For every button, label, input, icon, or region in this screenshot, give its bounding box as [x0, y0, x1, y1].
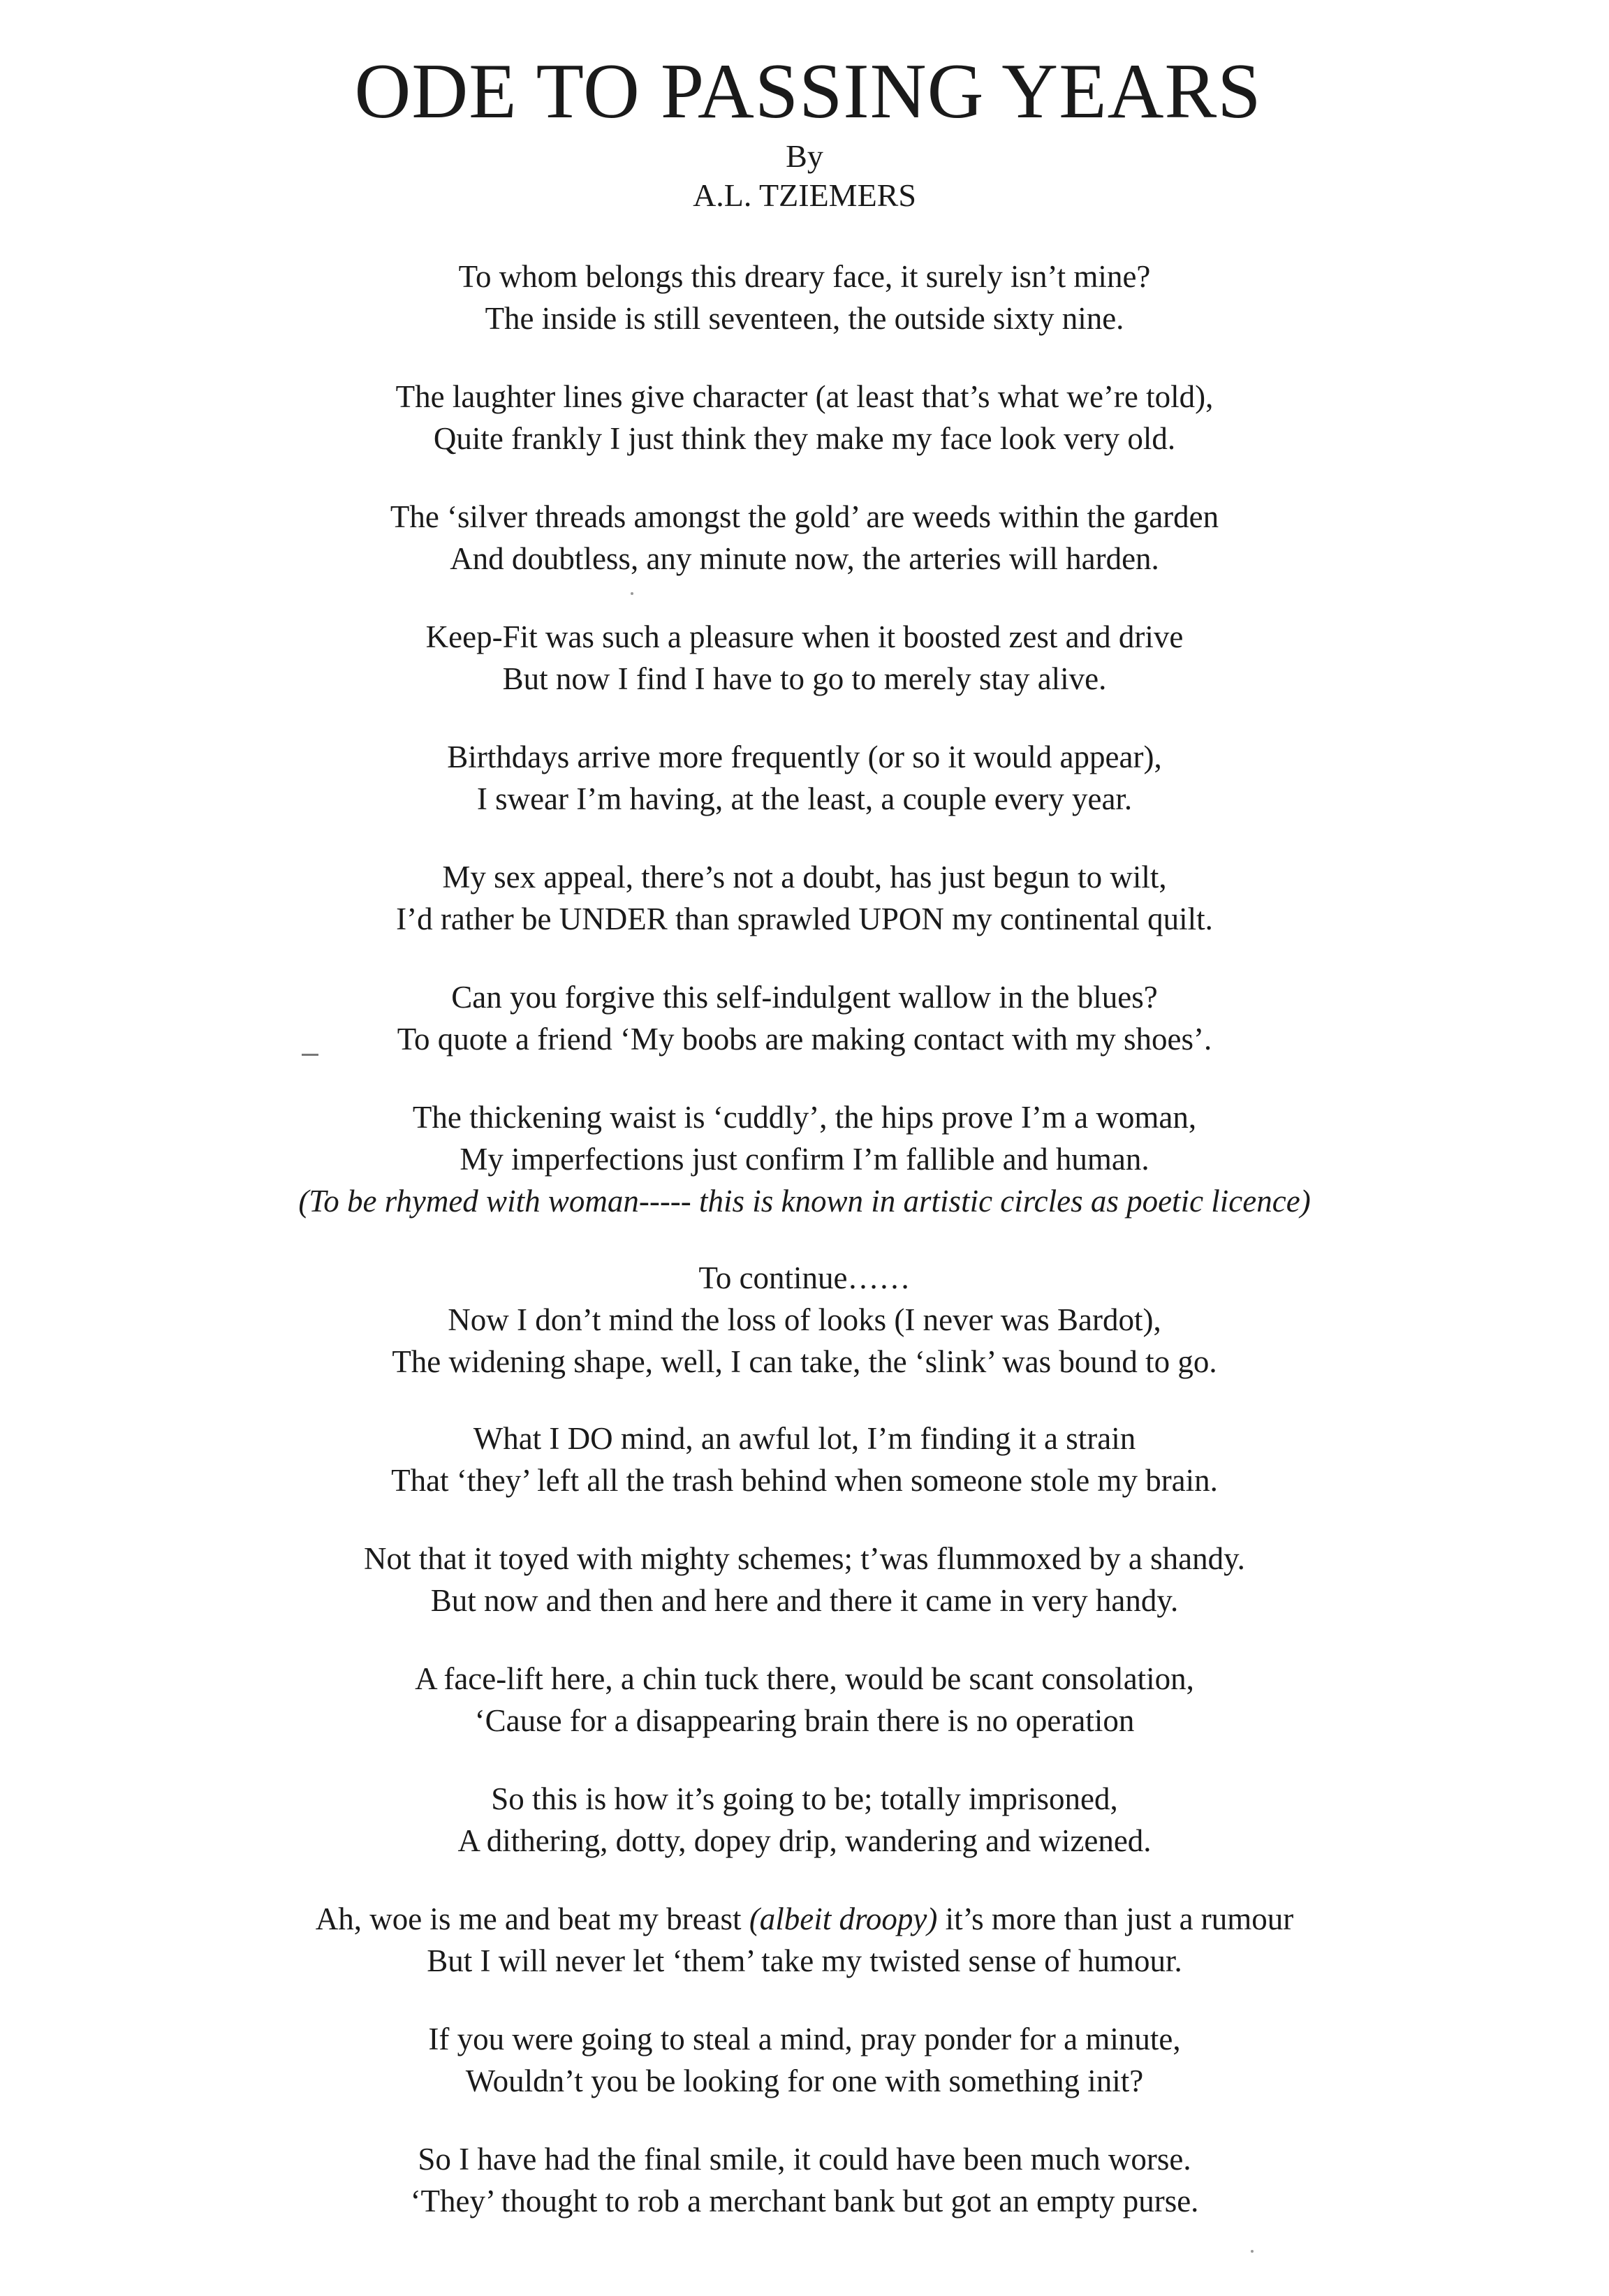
stanza-9 — [0, 1257, 1609, 1383]
stanza-3 — [0, 496, 1609, 580]
poem-line: Wouldn’t you be looking for one with something init? — [465, 2063, 1144, 2098]
poem-line-italic-part: (albeit droopy) — [749, 1901, 938, 1936]
poem-line: The laughter lines give character (at least that’s what we’re told), — [395, 379, 1214, 414]
stanza-8 — [0, 1096, 1609, 1222]
poem-line: So I have had the final smile, it could have been much worse. — [418, 2142, 1191, 2177]
poem-line: To whom belongs this dreary face, it surely isn’t mine? — [458, 259, 1151, 294]
poem-line: The thickening waist is ‘cuddly’, the hips prove I’m a woman, — [412, 1100, 1197, 1135]
stanza-4 — [0, 616, 1609, 700]
poem-line: Not that it toyed with mighty schemes; t’was flummoxed by a shandy. — [364, 1541, 1245, 1576]
poem-note: (To be rhymed with woman----- this is known in artistic circles as poetic licence) — [298, 1184, 1311, 1219]
poem-line: To continue…… — [698, 1260, 911, 1295]
page-title: ODE TO PASSING YEARS — [354, 48, 1262, 135]
stanza-16 — [0, 2138, 1609, 2222]
poem-line: I’d rather be UNDER than sprawled UPON my continental quilt. — [396, 902, 1213, 936]
poem-line: Birthdays arrive more frequently (or so it would appear), — [447, 739, 1162, 774]
stanza-2 — [0, 376, 1609, 459]
poem-line-part: it’s more than just a rumour — [937, 1901, 1294, 1936]
poem-line: The inside is still seventeen, the outside sixty nine. — [485, 301, 1124, 336]
scan-speck — [631, 592, 633, 595]
stanza-10 — [0, 1418, 1609, 1501]
poem-line-part: Ah, woe is me and beat my breast — [315, 1901, 749, 1936]
stanza-6 — [0, 856, 1609, 940]
poem-line: ‘They’ thought to rob a merchant bank but got an empty purse. — [410, 2184, 1199, 2218]
poem-line: The widening shape, well, I can take, the ‘slink’ was bound to go. — [392, 1344, 1217, 1379]
stanza-12 — [0, 1658, 1609, 1742]
poem-line: To quote a friend ‘My boobs are making contact with my shoes’. — [397, 1022, 1212, 1057]
author-name: A.L. TZIEMERS — [693, 177, 916, 213]
poem-line: But I will never let ‘them’ take my twisted sense of humour. — [427, 1943, 1182, 1978]
poem-line: My imperfections just confirm I’m fallible and human. — [460, 1142, 1149, 1177]
poem-line: Now I don’t mind the loss of looks (I never was Bardot), — [448, 1302, 1161, 1337]
byline-label: By — [786, 138, 823, 174]
poem-line: That ‘they’ left all the trash behind when someone stole my brain. — [391, 1463, 1218, 1498]
poem-line: ‘Cause for a disappearing brain there is no operation — [474, 1703, 1135, 1738]
poem-line: The ‘silver threads amongst the gold’ are weeds within the garden — [390, 499, 1219, 534]
poem-line: So this is how it’s going to be; totally imprisoned, — [491, 1781, 1118, 1816]
poem-line: And doubtless, any minute now, the arteries will harden. — [450, 541, 1159, 576]
poem-line: If you were going to steal a mind, pray ponder for a minute, — [428, 2022, 1181, 2056]
stanza-11 — [0, 1538, 1609, 1621]
stanza-7 — [0, 976, 1609, 1060]
poem-line: My sex appeal, there’s not a doubt, has just begun to wilt, — [442, 860, 1167, 895]
poem-line: A face-lift here, a chin tuck there, would be scant consolation, — [415, 1661, 1194, 1696]
stanza-5 — [0, 736, 1609, 820]
poem-line: What I DO mind, an awful lot, I’m finding it a strain — [473, 1421, 1136, 1456]
poem-line: Can you forgive this self-indulgent wallow in the blues? — [451, 980, 1158, 1015]
stanza-13 — [0, 1778, 1609, 1862]
stanza-1 — [0, 256, 1609, 339]
poem-line: Keep-Fit was such a pleasure when it boosted zest and drive — [425, 619, 1184, 654]
scan-speck — [1251, 2250, 1254, 2253]
poem-line — [0, 1898, 1609, 1940]
poem-line: But now and then and here and there it came in very handy. — [430, 1583, 1179, 1618]
stanza-15 — [0, 2018, 1609, 2102]
poem-line: Quite frankly I just think they make my face look very old. — [433, 421, 1176, 456]
poem-line: But now I find I have to go to merely stay alive. — [502, 661, 1107, 696]
poem-line: A dithering, dotty, dopey drip, wandering and wizened. — [457, 1823, 1152, 1858]
poem-line: I swear I’m having, at the least, a couple every year. — [476, 781, 1133, 816]
stanza-14 — [0, 1898, 1609, 1982]
stray-mark — [302, 1054, 318, 1056]
